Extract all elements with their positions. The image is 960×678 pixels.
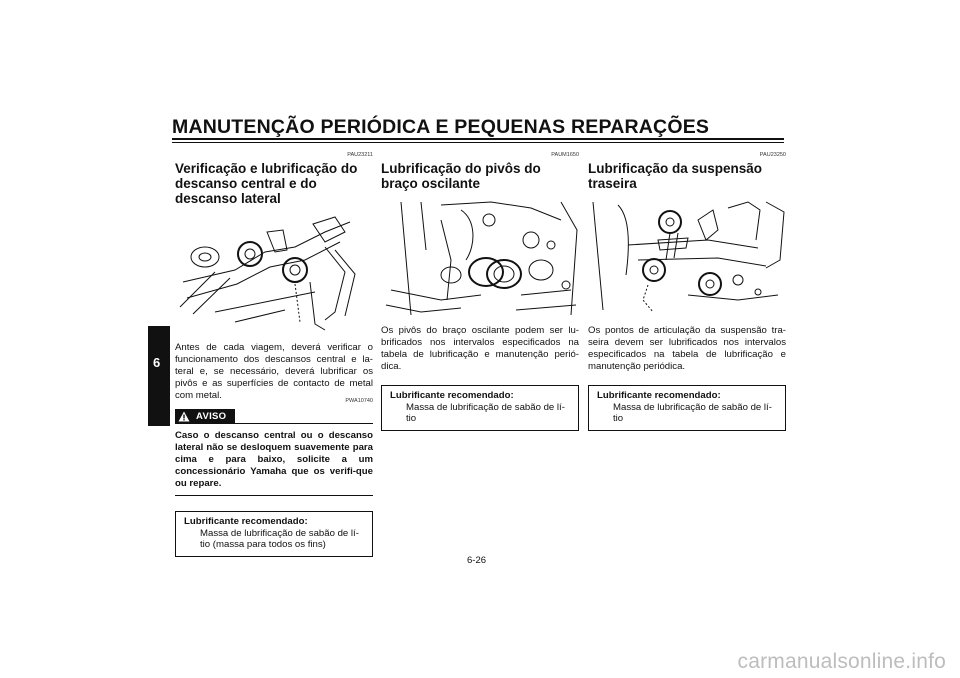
warning-rule [235,423,373,424]
warning-label: AVISO [196,411,227,422]
header-rule-thin [172,142,784,143]
lubricant-heading: Lubrificante recomendado: [184,516,308,527]
section-code: PAUM1650 [551,152,579,158]
page-header-title: MANUTENÇÃO PERIÓDICA E PEQUENAS REPARAÇÕES [172,116,710,138]
section-body: Antes de cada viagem, deverá verificar o funcionamento dos descansos central e la-teral e, se necessário, deverá lubrificar os pivôs e as superfícies de contacto de metal com metal. [175,342,373,401]
warning-triangle-icon [178,411,190,422]
page-number: 6-26 [467,555,487,566]
section-stand-lubrication [175,150,373,557]
section-title: Verificação e lubrificação do descanso central e do descanso lateral [175,161,358,206]
chapter-number: 6 [153,355,161,370]
stand-illustration [175,212,373,336]
lubricant-value: Massa de lubrificação de sabão de lí-tio [613,401,772,424]
section-code: PAU23250 [759,152,786,158]
section-title: Lubrificação da suspensão traseira [588,161,763,191]
section-rear-suspension-lubrication [588,150,786,431]
chapter-tab [148,326,170,426]
rear-suspension-illustration [588,200,786,318]
warning-code: PWA10740 [345,398,373,404]
section-body: Os pontos de articulação da suspensão tra-seira devem ser lubrificados nos intervalos especificados na tabela de lubrificação e manutenção periódica. [588,325,786,372]
swingarm-illustration [381,200,579,318]
section-title: Lubrificação do pivôs do braço oscilante [381,161,541,191]
lubricant-value: Massa de lubrificação de sabão de lí-tio (massa para todos os fins) [200,527,359,550]
lubricant-value: Massa de lubrificação de sabão de lí-tio [406,401,565,424]
warning-bottom-rule [175,495,373,496]
header-rule [172,138,784,140]
lubricant-box [381,385,579,431]
warning-badge [175,409,235,424]
section-body: Os pivôs do braço oscilante podem ser lu-brificados nos intervalos especificados na tabela de lubrificação e manutenção perió-dica. [381,325,579,372]
warning-text: Caso o descanso central ou o descanso lateral não se desloquem suavemente para cima e para baixo, solicite a um concessionário Yamaha que os verifi-que ou repare. [175,430,373,489]
site-watermark: carmanualsonline.info [737,650,946,673]
section-swingarm-lubrication [381,150,579,431]
lubricant-box [175,511,373,557]
lubricant-heading: Lubrificante recomendado: [597,390,721,401]
section-code: PAU23211 [347,152,373,158]
lubricant-heading: Lubrificante recomendado: [390,390,514,401]
warning-header [175,398,373,427]
lubricant-box [588,385,786,431]
